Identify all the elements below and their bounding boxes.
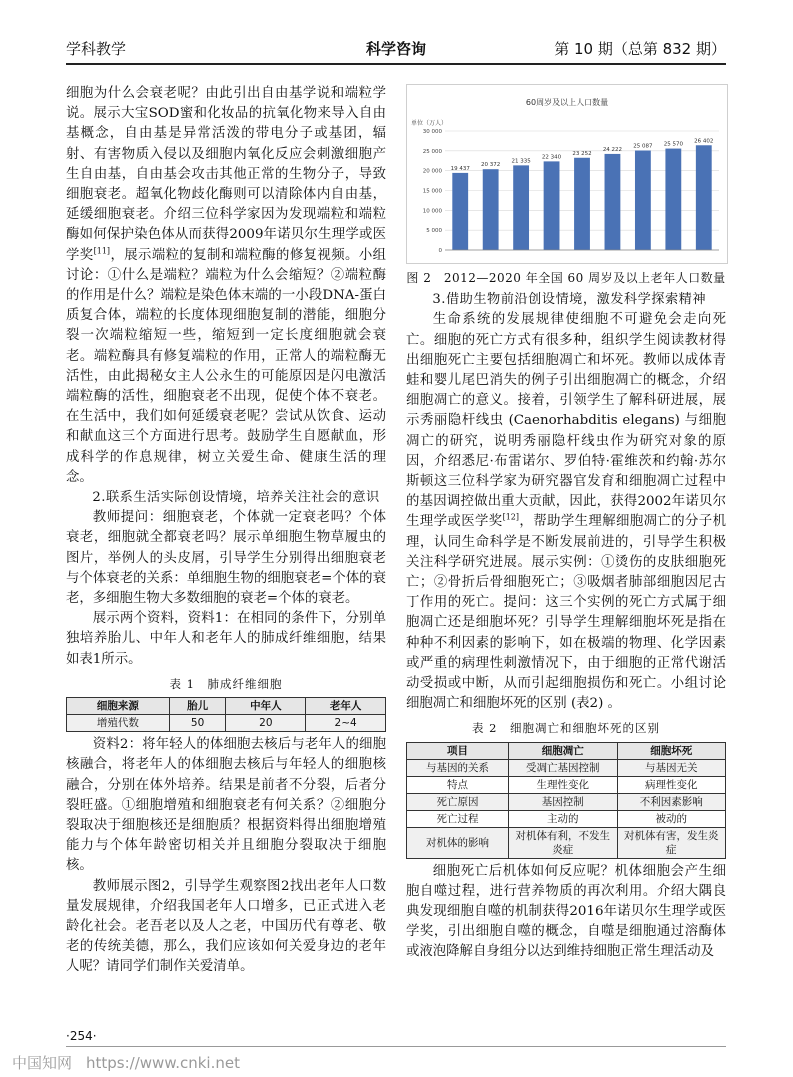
left-column — [66, 84, 386, 978]
bar-chart — [407, 85, 727, 263]
table1 — [66, 697, 386, 732]
bar — [605, 154, 621, 250]
figure-2-chart — [406, 84, 728, 264]
paragraph-elderly: 教师展示图2，引导学生观察图2找出老年人口数量发展规律，介绍我国老年人口增多，已正式进入老龄化社会。老吾老以及人之老，中国历代有尊老、敬老的传统美德，那么，我们应该如何关爱身边的老年人呢？请同学们制作关爱清单。 — [66, 878, 386, 975]
paragraph-free-radical — [66, 84, 386, 488]
data-label: 19 437 — [450, 165, 470, 172]
paragraph-text: 细胞为什么会衰老呢？由此引出自由基学说和端粒学说。展示大宝SOD蜜和化妆品的抗氧化物来导入自由基概念，自由基是异常活泼的带电分子或基团，辐射、有害物质入侵以及细胞内氧化反应会刺激细胞产生自由基，自由基会攻击其他正常的生物分子，导致细胞衰老。超氧化物歧化酶则可以清除体内自由基，延缓细胞衰老。介绍三位科学家因为发现端粒和端粒酶如何保护染色体从而获得2009年诺贝尔生理学或医学奖 — [66, 86, 386, 263]
header-section: 学科教学 — [66, 40, 127, 58]
bar — [696, 145, 712, 250]
table1-header-cell: 胎儿 — [169, 698, 226, 715]
bar — [452, 173, 468, 250]
table2-cell: 特点 — [407, 776, 509, 793]
table2-cell: 与基因无关 — [617, 759, 725, 776]
data-label: 26 402 — [694, 138, 714, 145]
bar — [513, 165, 529, 250]
y-tick-label: 10 000 — [422, 208, 442, 215]
watermark — [12, 1052, 240, 1073]
table1-row — [67, 715, 386, 732]
page-number: ·254· — [66, 1029, 97, 1043]
watermark-url: https://www.cnki.net — [86, 1054, 240, 1072]
table1-header-cell: 老年人 — [306, 698, 386, 715]
footer-rule — [66, 1046, 726, 1047]
data-label: 24 222 — [602, 146, 623, 153]
data-label: 25 087 — [633, 143, 653, 150]
y-tick-label: 5 000 — [426, 228, 442, 235]
paragraph-aging-relation: 教师提问：细胞衰老，个体就一定衰老吗？个体衰老，细胞就全都衰老吗？展示单细胞生物草履虫的图片，举例人的头皮屑，引导学生分别得出细胞衰老与个体衰老的关系：单细胞生物的细胞衰老=个体的衰老，多细胞生物大多数细胞的衰老=个体的衰老。 — [66, 510, 386, 607]
bar — [574, 158, 590, 250]
table1-cell: 增殖代数 — [67, 715, 170, 732]
data-label: 22 340 — [541, 154, 562, 161]
data-label: 25 570 — [663, 141, 683, 148]
table2-cell: 病理性变化 — [617, 776, 725, 793]
table1-caption: 表 1 肺成纤维细胞 — [169, 676, 283, 691]
paragraph-material-2: 资料2：将年轻人的体细胞去核后与老年人的细胞核融合，将老年人的体细胞去核后与年轻人的细胞核融合，分别在体外培养。结果是前者不分裂，后者分裂旺盛。①细胞增殖和细胞衰老有何关系？②细胞分裂取决于细胞核还是细胞质？根据资料得出细胞增殖能力与个体年龄密切相关并且细胞分裂取决于细胞核。 — [66, 737, 386, 874]
chart-title: 60周岁及以上人口数量 — [525, 98, 609, 107]
table2-row — [407, 827, 726, 858]
header-issue: 第 10 期（总第 832 期） — [554, 40, 726, 58]
table2-cell: 死亡原因 — [407, 793, 509, 810]
table2-row — [407, 776, 726, 793]
y-tick-label: 20 000 — [422, 168, 442, 175]
paragraph-autophagy: 细胞死亡后机体如何反应呢？机体细胞会产生细胞自噬过程，进行营养物质的再次利用。介绍大隅良典发现细胞自噬的机制获得2016年诺贝尔生理学或医学奖，引出细胞自噬的概念，自噬是细胞通过溶酶体或液泡降解自身组分以达到维持细胞正常生理活动及 — [406, 863, 726, 960]
section-heading-2: 2.联系生活实际创设情境，培养关注社会的意识 — [92, 490, 380, 506]
bar — [665, 149, 681, 250]
paragraph-text: ，展示端粒的复制和端粒酶的修复视频。小组讨论：①什么是端粒？端粒为什么会缩短？②端粒酶的作用是什么？端粒是染色体末端的一小段DNA-蛋白质复合体，端粒的长度体现细胞复制的潜能，细胞分裂一次端粒缩短一些，缩短到一定长度细胞就会衰老。端粒酶具有修复端粒的作用，正常人的端粒酶无活性，由此揭秘女主人公永生的可能原因是闪电激活端粒酶的活性，细胞衰老不出现，促使个体不衰老。在生活中，我们如何延缓衰老呢？尝试从饮食、运动和献血这三个方面进行思考。鼓励学生自愿献血，形成科学的作息规律，树立关爱生命、健康生活的理念。 — [66, 247, 387, 485]
table2-cell: 对机体的影响 — [407, 827, 509, 858]
header-journal: 科学咨询 — [365, 40, 426, 58]
table2-cell: 基因控制 — [509, 793, 617, 810]
table2 — [406, 742, 726, 859]
right-column — [406, 84, 726, 963]
table1-cell: 2~4 — [306, 715, 386, 732]
section-heading-3: 3.借助生物前沿创设情境，激发科学探索精神 — [432, 292, 707, 308]
table2-cell: 对机体有利，不发生炎症 — [509, 827, 617, 858]
table2-cell: 与基因的关系 — [407, 759, 509, 776]
data-label: 20 372 — [481, 162, 501, 169]
y-tick-label: 15 000 — [422, 188, 442, 195]
table2-header-cell: 细胞坏死 — [617, 742, 725, 759]
bar — [635, 150, 651, 250]
table2-caption: 表 2 细胞凋亡和细胞坏死的区别 — [472, 721, 660, 736]
table2-header-cell: 细胞凋亡 — [509, 742, 617, 759]
table2-row — [407, 759, 726, 776]
table2-cell: 被动的 — [617, 810, 725, 827]
bar — [483, 169, 499, 250]
table2-row — [407, 810, 726, 827]
table2-cell: 主动的 — [509, 810, 617, 827]
watermark-brand: 中国知网 — [12, 1054, 73, 1072]
paragraph-text: 生命系统的发展规律使细胞不可避免会走向死亡。细胞的死亡方式有很多种，组织学生阅读教材得出细胞死亡主要包括细胞凋亡和坏死。教师以成体青蛙和婴儿尾巴消失的例子引出细胞凋亡的概念，介绍细胞凋亡的意义。接着，引领学生了解科研进展，展示秀丽隐杆线虫 (Caenorhabditis elegans) 与细胞凋亡的研究，说明秀丽隐杆线虫作为研究对象的原因，介绍悉尼·布雷诺尔、罗伯特·霍维茨和约翰·苏尔斯顿这三位科学家为研究器官发育和细胞凋亡过程中的基因调控做出重大贡献，因此，获得2002年诺贝尔生理学或医学奖 — [406, 312, 726, 530]
table1-cell: 20 — [226, 715, 306, 732]
y-tick-label: 25 000 — [422, 148, 442, 155]
table2-cell: 生理性变化 — [509, 776, 617, 793]
citation: [12] — [502, 512, 520, 522]
citation: [11] — [93, 246, 111, 256]
y-tick-label: 0 — [438, 248, 442, 254]
paragraph-material-1: 展示两个资料，资料1：在相同的条件下，分别单独培养胎儿、中年人和老年人的肺成纤维细胞，结果如表1所示。 — [66, 611, 386, 667]
data-label: 23 252 — [572, 150, 592, 157]
table1-header-cell: 细胞来源 — [67, 698, 170, 715]
header-rule — [66, 63, 726, 65]
table2-row — [407, 793, 726, 810]
page-header — [66, 38, 726, 60]
paragraph-apoptosis — [406, 310, 726, 714]
table2-cell: 死亡过程 — [407, 810, 509, 827]
figure-2-caption: 图 2 2012—2020 年全国 60 周岁及以上老年人口数量 — [406, 271, 726, 285]
bar — [544, 161, 560, 250]
y-axis-label: 单位（万人） — [411, 120, 448, 127]
table1-cell: 50 — [169, 715, 226, 732]
table2-cell: 受凋亡基因控制 — [509, 759, 617, 776]
paragraph-text: ，帮助学生理解细胞凋亡的分子机理，认同生命科学是不断发展前进的，引导学生积极关注科学研究进展。展示实例：①烫伤的皮肤细胞死亡；②骨折后骨细胞死亡；③吸烟者肺部细胞因尼古丁作用的死亡。提问：这三个实例的死亡方式属于细胞凋亡还是细胞坏死？引导学生理解细胞坏死是指在种种不利因素的影响下，如在极端的物理、化学因素或严重的病理性刺激情况下，由于细胞的正常代谢活动受损或中断，从而引起细胞损伤和死亡。小组讨论细胞凋亡和细胞坏死的区别 (表2) 。 — [406, 514, 726, 712]
y-tick-label: 30 000 — [422, 129, 442, 135]
table1-header-cell: 中年人 — [226, 698, 306, 715]
table2-cell: 对机体有害，发生炎症 — [617, 827, 725, 858]
data-label: 21 335 — [511, 158, 531, 165]
table2-cell: 不利因素影响 — [617, 793, 725, 810]
table2-header-cell: 项目 — [407, 742, 509, 759]
